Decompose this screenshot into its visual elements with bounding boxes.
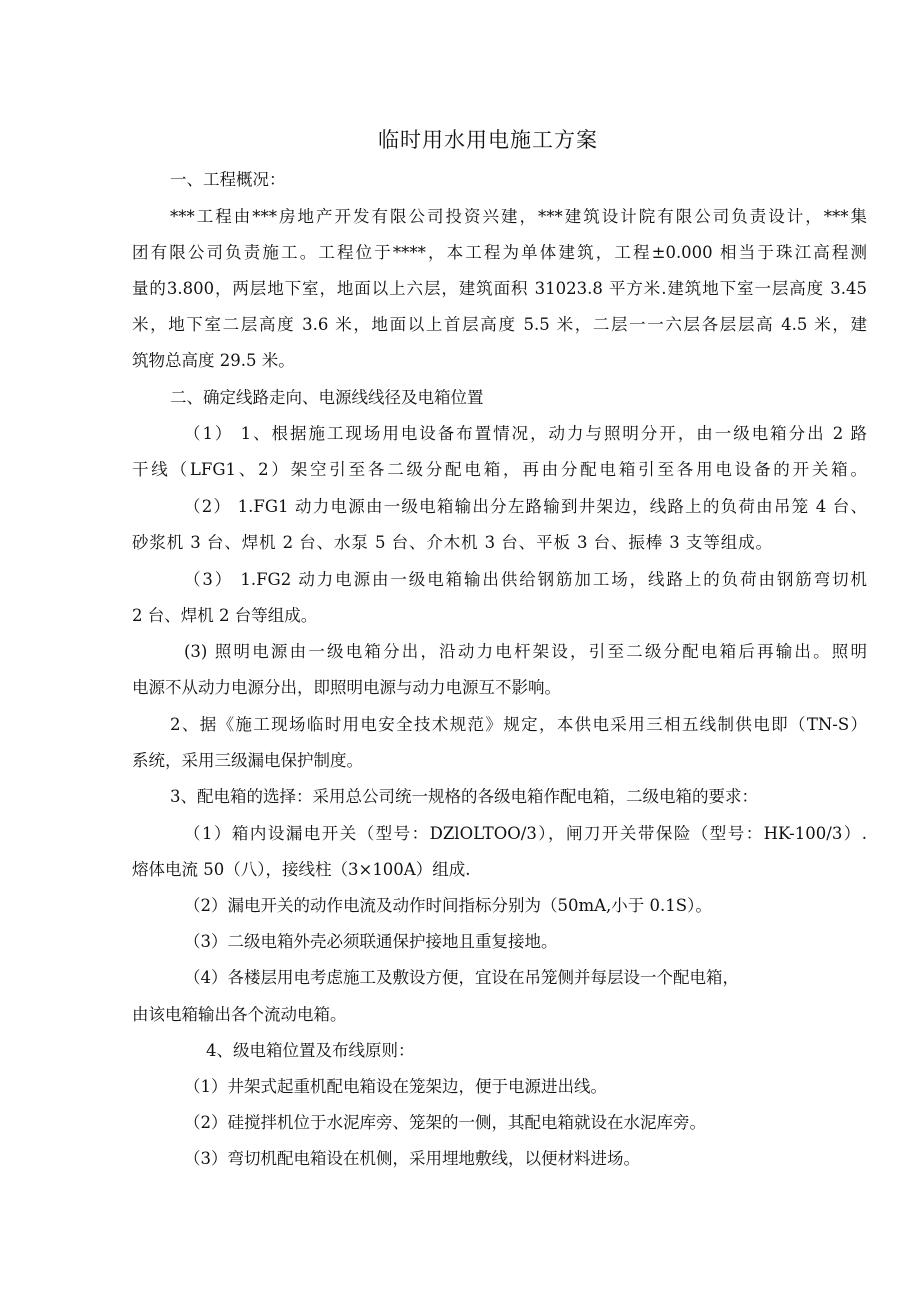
paragraph-line: 3、配电箱的选择：采用总公司统一规格的各级电箱作配电箱，二级电箱的要求： [170,787,758,806]
paragraph-line: (3) 照明电源由一级电箱分出，沿动力电杆架设，引至二级分配电箱后再输出。照明 [184,642,867,661]
paragraph-line: （2） 1.FG1 动力电源由一级电箱输出分左路输到井架边，线路上的负荷由吊笼 4 台、 [184,497,867,516]
paragraph-line: （1）井架式起重机配电箱设在笼架边，便于电源进出线。 [184,1077,607,1096]
paragraph-line: 2、据《施工现场临时用电安全技术规范》规定，本供电采用三相五线制供电即（TN-S） [170,715,867,734]
paragraph-line: 熔体电流 50（八），接线柱（3×100A）组成. [132,860,471,879]
paragraph-line: 系统，采用三级漏电保护制度。 [132,751,363,770]
paragraph-line: （3） 1.FG2 动力电源由一级电箱输出供给钢筋加工场，线路上的负荷由钢筋弯切机 [184,570,867,589]
section-heading-lines: 二、确定线路走向、电源线线径及电箱位置 [170,388,484,407]
paragraph-line: （1）箱内设漏电开关（型号：DZlOLTOO/3），闸刀开关带保险（型号：HK-100/3）. [184,824,867,843]
paragraph-line: 团有限公司负责施工。工程位于****，本工程为单体建筑，工程±0.000 相当于珠江高程测 [132,243,867,262]
document-title: 临时用水用电施工方案 [378,128,598,152]
paragraph-line: （2）硅搅拌机位于水泥库旁、笼架的一侧，其配电箱就设在水泥库旁。 [184,1113,706,1132]
section-heading-overview: 一、工程概况： [170,170,286,189]
paragraph-line: 干线（LFG1、2）架空引至各二级分配电箱，再由分配电箱引至各用电设备的开关箱。 [132,460,867,479]
paragraph-line: 砂浆机 3 台、焊机 2 台、水泵 5 台、介木机 3 台、平板 3 台、振棒 3 支等组成。 [132,533,772,552]
paragraph-line: （3）弯切机配电箱设在机侧，采用埋地敷线，以便材料进场。 [184,1149,640,1168]
paragraph-line: （1） 1、根据施工现场用电设备布置情况，动力与照明分开，由一级电箱分出 2 路 [184,424,867,443]
paragraph-line: 2 台、焊机 2 台等组成。 [132,606,318,625]
paragraph-line: （3）二级电箱外壳必须联通保护接地且重复接地。 [184,932,558,951]
paragraph-line: 由该电箱输出各个流动电箱。 [132,1005,347,1024]
paragraph-line: ***工程由***房地产开发有限公司投资兴建，***建筑设计院有限公司负责设计，***集 [170,207,867,226]
paragraph-line: （2）漏电开关的动作电流及动作时间指标分别为（50mA,小于 0.1S）。 [184,896,712,915]
paragraph-line: 量的3.800，两层地下室，地面以上六层，建筑面积 31023.8 平方米.建筑地下室一层高度 3.45 [132,279,867,298]
paragraph-line: 米，地下室二层高度 3.6 米，地面以上首层高度 5.5 米，二层一一六层各层层高 4.5 米，建 [132,315,867,334]
paragraph-line: 电源不从动力电源分出，即照明电源与动力电源互不影响。 [132,678,561,697]
paragraph-line: （4）各楼层用电考虑施工及敷设方便，宜设在吊笼侧并每层设一个配电箱， [184,968,739,987]
section-heading-box-position: 4、级电箱位置及布线原则： [206,1041,415,1060]
paragraph-line: 筑物总高度 29.5 米。 [132,351,295,370]
